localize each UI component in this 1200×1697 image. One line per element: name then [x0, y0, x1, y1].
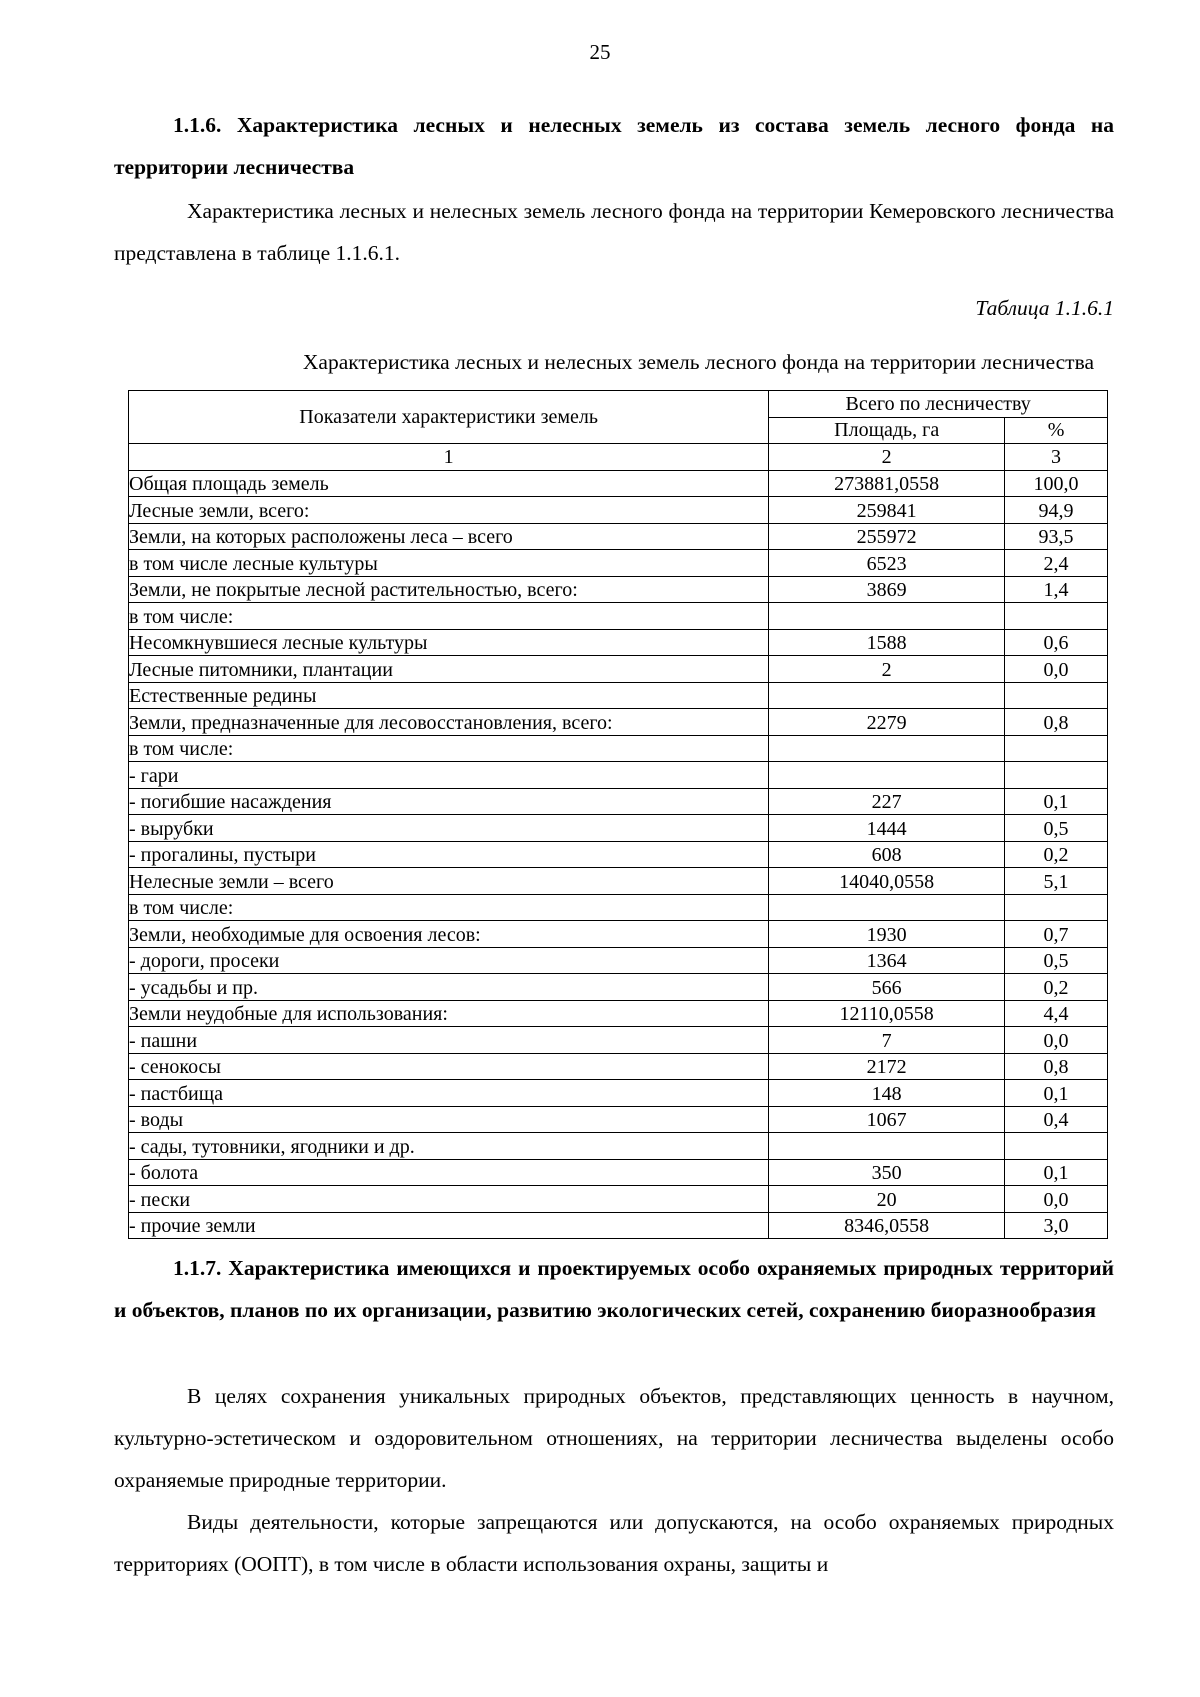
row-area-cell: 227 — [769, 788, 1005, 815]
row-area-cell: 2279 — [769, 709, 1005, 736]
table-row — [129, 1159, 1108, 1186]
section-paragraph-1-1-7-b: Виды деятельности, которые запрещаются или допускаются, на особо охраняемых природных территориях (ООПТ), в том числе в области использования охраны, защиты и — [114, 1510, 1114, 1576]
row-percent-cell: 100,0 — [1005, 470, 1108, 497]
row-percent-cell: 0,0 — [1005, 1027, 1108, 1054]
row-area-cell: 566 — [769, 974, 1005, 1001]
row-area-cell — [769, 603, 1005, 630]
row-percent-cell: 0,6 — [1005, 629, 1108, 656]
header-area: Площадь, га — [769, 417, 1005, 444]
row-area-cell: 608 — [769, 841, 1005, 868]
table-row — [129, 1053, 1108, 1080]
section-1-1-7-body — [114, 1375, 1114, 1585]
header-forestry-total: Всего по лесничеству — [769, 391, 1108, 418]
row-name-cell: в том числе лесные культуры — [129, 550, 769, 577]
row-area-cell — [769, 1133, 1005, 1160]
row-name-cell: - болота — [129, 1159, 769, 1186]
row-percent-cell — [1005, 1133, 1108, 1160]
table-row — [129, 1000, 1108, 1027]
row-name-cell: Земли, предназначенные для лесовосстановления, всего: — [129, 709, 769, 736]
row-area-cell — [769, 762, 1005, 789]
row-percent-cell: 0,2 — [1005, 841, 1108, 868]
table-row — [129, 1080, 1108, 1107]
table-row — [129, 894, 1108, 921]
row-percent-cell: 4,4 — [1005, 1000, 1108, 1027]
row-area-cell — [769, 894, 1005, 921]
row-name-cell: - усадьбы и пр. — [129, 974, 769, 1001]
row-percent-cell — [1005, 682, 1108, 709]
table-row — [129, 629, 1108, 656]
section-1-1-6 — [114, 104, 1114, 188]
row-percent-cell: 2,4 — [1005, 550, 1108, 577]
row-name-cell: Земли, на которых расположены леса – всего — [129, 523, 769, 550]
table-title-block — [114, 350, 1114, 375]
table-body — [129, 470, 1108, 1239]
row-percent-cell — [1005, 603, 1108, 630]
table-row — [129, 1106, 1108, 1133]
row-percent-cell: 93,5 — [1005, 523, 1108, 550]
section-1-1-7 — [114, 1247, 1114, 1331]
row-area-cell: 2 — [769, 656, 1005, 683]
header-percent: % — [1005, 417, 1108, 444]
row-area-cell: 14040,0558 — [769, 868, 1005, 895]
row-percent-cell — [1005, 894, 1108, 921]
table-row — [129, 1186, 1108, 1213]
row-area-cell: 12110,0558 — [769, 1000, 1005, 1027]
section-1-1-6-body — [114, 190, 1114, 274]
section-paragraph-1-1-6: Характеристика лесных и нелесных земель лесного фонда на территории Кемеровского лесничества представлена в таблице 1.1.6.1. — [114, 199, 1114, 265]
table-row — [129, 1027, 1108, 1054]
row-name-cell: - прогалины, пустыри — [129, 841, 769, 868]
section-paragraph-1-1-7-a: В целях сохранения уникальных природных объектов, представляющих ценность в научном, культурно-эстетическом и оздоровительном отношениях, на территории лесничества выделены особо охраняемые природные территории. — [114, 1384, 1114, 1492]
table-row — [129, 788, 1108, 815]
table-row — [129, 603, 1108, 630]
row-percent-cell: 94,9 — [1005, 497, 1108, 524]
row-area-cell: 259841 — [769, 497, 1005, 524]
header-num-2: 2 — [769, 444, 1005, 471]
row-name-cell: в том числе: — [129, 603, 769, 630]
row-area-cell: 3869 — [769, 576, 1005, 603]
row-percent-cell: 0,5 — [1005, 815, 1108, 842]
row-area-cell: 1444 — [769, 815, 1005, 842]
table-row — [129, 735, 1108, 762]
row-percent-cell: 0,5 — [1005, 947, 1108, 974]
table-row — [129, 974, 1108, 1001]
row-area-cell: 350 — [769, 1159, 1005, 1186]
row-percent-cell: 0,0 — [1005, 656, 1108, 683]
row-name-cell: - пашни — [129, 1027, 769, 1054]
table-title: Характеристика лесных и нелесных земель лесного фонда на территории лесничества — [302, 350, 1094, 374]
row-percent-cell: 0,4 — [1005, 1106, 1108, 1133]
row-area-cell: 1588 — [769, 629, 1005, 656]
table-row — [129, 550, 1108, 577]
table-row — [129, 656, 1108, 683]
row-area-cell: 6523 — [769, 550, 1005, 577]
page-number: 25 — [589, 40, 611, 64]
row-percent-cell — [1005, 762, 1108, 789]
row-percent-cell: 0,1 — [1005, 1080, 1108, 1107]
header-num-1: 1 — [129, 444, 769, 471]
row-name-cell: Общая площадь земель — [129, 470, 769, 497]
row-area-cell: 273881,0558 — [769, 470, 1005, 497]
row-name-cell: - погибшие насаждения — [129, 788, 769, 815]
table-row — [129, 709, 1108, 736]
table-row — [129, 1212, 1108, 1239]
row-percent-cell: 1,4 — [1005, 576, 1108, 603]
row-name-cell: - пески — [129, 1186, 769, 1213]
row-name-cell: Лесные питомники, плантации — [129, 656, 769, 683]
row-name-cell: - пастбища — [129, 1080, 769, 1107]
row-name-cell: Естественные редины — [129, 682, 769, 709]
row-name-cell: Нелесные земли – всего — [129, 868, 769, 895]
table-row — [129, 497, 1108, 524]
row-area-cell: 8346,0558 — [769, 1212, 1005, 1239]
table-row — [129, 470, 1108, 497]
row-percent-cell — [1005, 735, 1108, 762]
row-area-cell: 148 — [769, 1080, 1005, 1107]
row-percent-cell: 0,7 — [1005, 921, 1108, 948]
row-name-cell: - вырубки — [129, 815, 769, 842]
section-heading-1-1-7: 1.1.7. Характеристика имеющихся и проектируемых особо охраняемых природных территорий и объектов, планов по их организации, развитию экологических сетей, сохранению биоразнообразия — [114, 1256, 1114, 1322]
row-area-cell: 1364 — [769, 947, 1005, 974]
row-area-cell: 255972 — [769, 523, 1005, 550]
row-percent-cell: 0,0 — [1005, 1186, 1108, 1213]
header-num-3: 3 — [1005, 444, 1108, 471]
row-percent-cell: 0,8 — [1005, 1053, 1108, 1080]
row-name-cell: Земли, не покрытые лесной растительностью, всего: — [129, 576, 769, 603]
row-name-cell: - гари — [129, 762, 769, 789]
row-percent-cell: 0,8 — [1005, 709, 1108, 736]
table-row — [129, 762, 1108, 789]
table-label: Таблица 1.1.6.1 — [975, 296, 1114, 320]
table-row — [129, 841, 1108, 868]
row-percent-cell: 0,1 — [1005, 788, 1108, 815]
table-label-block — [114, 296, 1114, 321]
table-row — [129, 947, 1108, 974]
row-percent-cell: 0,2 — [1005, 974, 1108, 1001]
table-row — [129, 815, 1108, 842]
table-row — [129, 1133, 1108, 1160]
table-row — [129, 576, 1108, 603]
row-name-cell: Несомкнувшиеся лесные культуры — [129, 629, 769, 656]
table-row — [129, 868, 1108, 895]
row-name-cell: Земли неудобные для использования: — [129, 1000, 769, 1027]
row-name-cell: в том числе: — [129, 735, 769, 762]
table-row — [129, 682, 1108, 709]
land-characteristics-table — [128, 390, 1108, 1239]
row-area-cell: 20 — [769, 1186, 1005, 1213]
row-name-cell: в том числе: — [129, 894, 769, 921]
table-row — [129, 523, 1108, 550]
row-area-cell — [769, 735, 1005, 762]
row-name-cell: - сенокосы — [129, 1053, 769, 1080]
row-area-cell: 7 — [769, 1027, 1005, 1054]
row-name-cell: - сады, тутовники, ягодники и др. — [129, 1133, 769, 1160]
row-percent-cell: 0,1 — [1005, 1159, 1108, 1186]
row-area-cell: 1930 — [769, 921, 1005, 948]
row-area-cell: 2172 — [769, 1053, 1005, 1080]
row-name-cell: Земли, необходимые для освоения лесов: — [129, 921, 769, 948]
row-area-cell: 1067 — [769, 1106, 1005, 1133]
row-percent-cell: 3,0 — [1005, 1212, 1108, 1239]
header-indicators: Показатели характеристики земель — [129, 391, 769, 444]
row-name-cell: - прочие земли — [129, 1212, 769, 1239]
section-heading-1-1-6: 1.1.6. Характеристика лесных и нелесных земель из состава земель лесного фонда на территории лесничества — [114, 113, 1114, 179]
row-percent-cell: 5,1 — [1005, 868, 1108, 895]
row-name-cell: - воды — [129, 1106, 769, 1133]
row-name-cell: Лесные земли, всего: — [129, 497, 769, 524]
table-row — [129, 921, 1108, 948]
row-area-cell — [769, 682, 1005, 709]
row-name-cell: - дороги, просеки — [129, 947, 769, 974]
